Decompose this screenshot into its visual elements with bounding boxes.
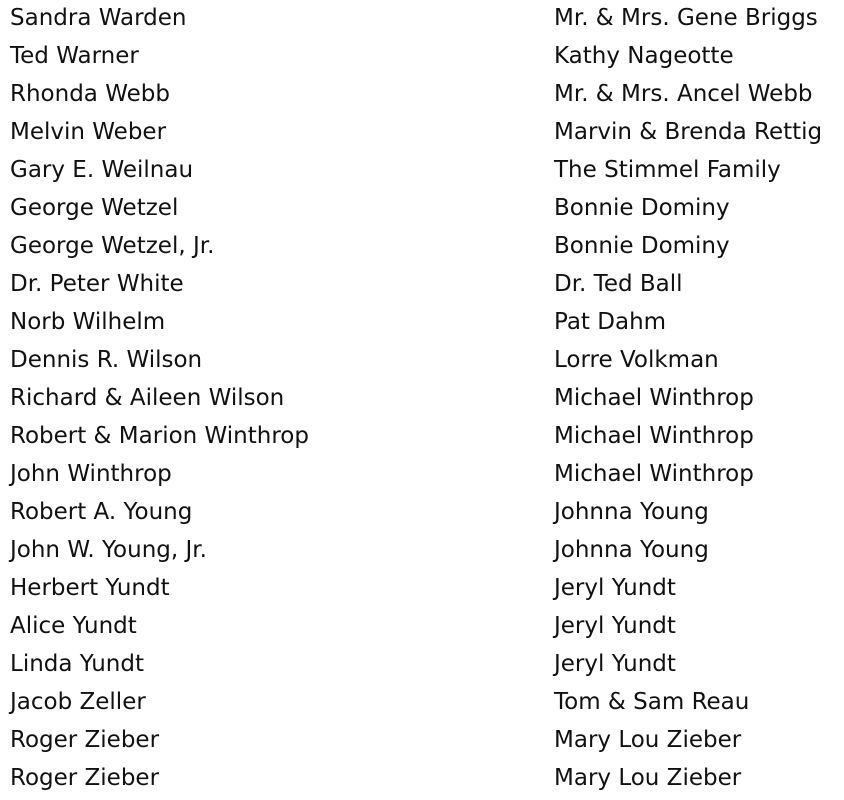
table-row <box>0 304 844 342</box>
right-name-cell: Jeryl Yundt <box>554 651 676 677</box>
left-name-cell: Rhonda Webb <box>10 81 170 107</box>
right-name-cell: Jeryl Yundt <box>554 575 676 601</box>
left-name-cell: Norb Wilhelm <box>10 309 166 335</box>
right-name-cell: Bonnie Dominy <box>554 233 730 259</box>
table-row <box>0 418 844 456</box>
right-name-cell: Johnna Young <box>554 537 709 563</box>
table-row <box>0 38 844 76</box>
left-name-cell: Gary E. Weilnau <box>10 157 194 183</box>
left-name-cell: Richard & Aileen Wilson <box>10 385 285 411</box>
right-name-cell: Pat Dahm <box>554 309 667 335</box>
right-name-cell: Marvin & Brenda Rettig <box>554 119 823 145</box>
left-name-cell: Ted Warner <box>10 43 139 69</box>
left-name-cell: Melvin Weber <box>10 119 167 145</box>
table-row <box>0 532 844 570</box>
left-name-cell: Jacob Zeller <box>10 689 146 715</box>
table-row <box>0 722 844 760</box>
left-name-cell: Roger Zieber <box>10 765 160 791</box>
table-row <box>0 342 844 380</box>
left-name-cell: Robert & Marion Winthrop <box>10 423 309 449</box>
right-name-cell: Mr. & Mrs. Gene Briggs <box>554 5 818 31</box>
right-name-cell: Mary Lou Zieber <box>554 727 742 753</box>
right-name-cell: Kathy Nageotte <box>554 43 734 69</box>
table-row <box>0 456 844 494</box>
left-name-cell: John W. Young, Jr. <box>10 537 207 563</box>
table-row <box>0 684 844 722</box>
right-name-cell: Michael Winthrop <box>554 461 754 487</box>
table-row <box>0 0 844 38</box>
left-name-cell: Linda Yundt <box>10 651 144 677</box>
left-name-cell: Herbert Yundt <box>10 575 170 601</box>
left-name-cell: Roger Zieber <box>10 727 160 753</box>
right-name-cell: Lorre Volkman <box>554 347 719 373</box>
right-name-cell: Michael Winthrop <box>554 423 754 449</box>
right-name-cell: Mr. & Mrs. Ancel Webb <box>554 81 813 107</box>
table-row <box>0 228 844 266</box>
table-row <box>0 608 844 646</box>
right-name-cell: Jeryl Yundt <box>554 613 676 639</box>
table-row <box>0 380 844 418</box>
right-name-cell: Johnna Young <box>554 499 709 525</box>
table-row <box>0 266 844 304</box>
left-name-cell: Sandra Warden <box>10 5 187 31</box>
table-row <box>0 114 844 152</box>
left-name-cell: Alice Yundt <box>10 613 137 639</box>
right-name-cell: Mary Lou Zieber <box>554 765 742 791</box>
left-name-cell: George Wetzel, Jr. <box>10 233 215 259</box>
table-row <box>0 190 844 228</box>
table-row <box>0 152 844 190</box>
table-row <box>0 760 844 798</box>
left-name-cell: Dennis R. Wilson <box>10 347 203 373</box>
right-name-cell: Michael Winthrop <box>554 385 754 411</box>
left-name-cell: Dr. Peter White <box>10 271 184 297</box>
right-name-cell: Bonnie Dominy <box>554 195 730 221</box>
right-name-cell: Tom & Sam Reau <box>554 689 750 715</box>
table-row <box>0 570 844 608</box>
right-name-cell: The Stimmel Family <box>554 157 781 183</box>
right-name-cell: Dr. Ted Ball <box>554 271 683 297</box>
table-row <box>0 646 844 684</box>
table-row <box>0 76 844 114</box>
left-name-cell: Robert A. Young <box>10 499 193 525</box>
left-name-cell: John Winthrop <box>10 461 172 487</box>
table-row <box>0 494 844 532</box>
left-name-cell: George Wetzel <box>10 195 179 221</box>
